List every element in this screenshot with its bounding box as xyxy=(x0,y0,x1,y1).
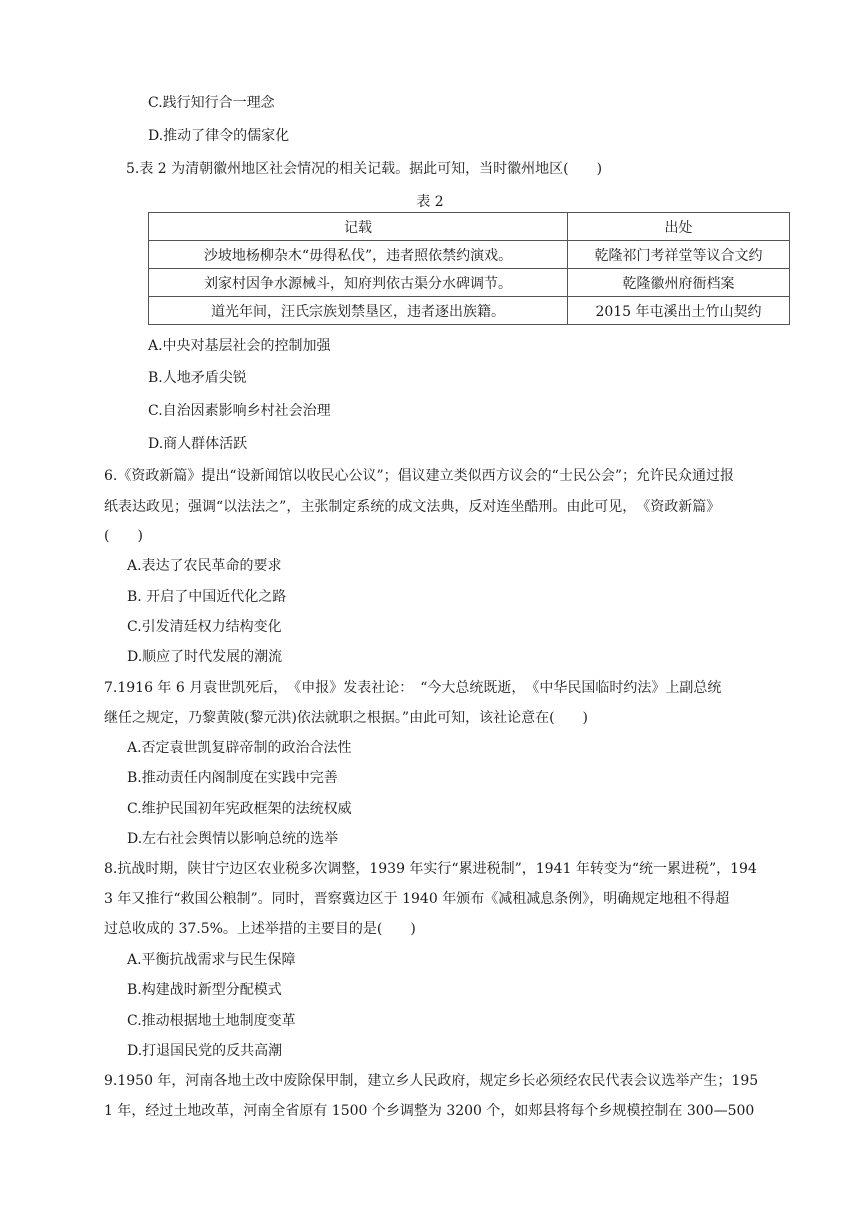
q6-option-a: A.表达了农民革命的要求 xyxy=(127,558,282,574)
table-header-source: 出处 xyxy=(568,213,790,241)
q6-stem-line-2: 纸表达政见；强调“以法法之”，主张制定系统的成文法典，反对连坐酷刑。由此可见， 《资政新篇》 xyxy=(104,499,721,515)
table-row xyxy=(149,241,790,269)
q9-stem-line-1: 9.1950 年，河南各地土改中废除保甲制，建立乡人民政府，规定乡长必须经农民代表会议选举产生；195 xyxy=(104,1073,759,1089)
table-cell-source: 乾隆徽州府衙档案 xyxy=(568,269,790,297)
q8-stem-line-1: 8.抗战时期，陕甘宁边区农业税多次调整，1939 年实行“累进税制”，1941 年转变为“统一累进税”，194 xyxy=(104,861,757,877)
q5-option-c: C.自治因素影响乡村社会治理 xyxy=(148,403,331,419)
table-cell-source: 乾隆祁门考祥堂等议合文约 xyxy=(568,241,790,269)
q5-option-a: A.中央对基层社会的控制加强 xyxy=(148,338,331,354)
q8-stem-line-2: 3 年又推行“救国公粮制”。同时，晋察冀边区于 1940 年颁布《减租减息条例》，明确规定地租不得超 xyxy=(104,891,730,907)
q5-record-table xyxy=(148,212,790,325)
q6-stem-line-3: ( ) xyxy=(104,528,143,544)
q8-stem-line-3: 过总收成的 37.5%。上述举措的主要目的是( ) xyxy=(104,921,416,937)
table-header-row xyxy=(149,213,790,241)
q7-stem-line-2: 继任之规定，乃黎黄陂(黎元洪)依法就职之根据。”由此可知，该社论意在( ) xyxy=(104,710,589,726)
table-row xyxy=(149,297,790,325)
q8-option-c: C.推动根据地土地制度变革 xyxy=(127,1013,296,1029)
q5-option-d: D.商人群体活跃 xyxy=(148,436,248,452)
q8-option-d: D.打退国民党的反共高潮 xyxy=(127,1043,283,1059)
q6-option-d: D.顺应了时代发展的潮流 xyxy=(127,649,283,665)
table-cell-record: 刘家村因争水源械斗，知府判依古渠分水碑调节。 xyxy=(149,269,568,297)
q7-option-d: D.左右社会舆情以影响总统的选举 xyxy=(127,831,339,847)
table-cell-record: 道光年间，汪氏宗族划禁垦区，违者逐出族籍。 xyxy=(149,297,568,325)
table-cell-record: 沙坡地杨柳杂木“毋得私伐”，违者照依禁约演戏。 xyxy=(149,241,568,269)
table-row xyxy=(149,269,790,297)
q4-option-c: C.践行知行合一理念 xyxy=(148,95,275,111)
q7-option-b: B.推动责任内阁制度在实践中完善 xyxy=(127,770,338,786)
q5-stem: 5.表 2 为清朝徽州地区社会情况的相关记载。据此可知，当时徽州地区( ) xyxy=(126,161,603,177)
table-header-record: 记载 xyxy=(149,213,568,241)
q7-stem-line-1: 7.1916 年 6 月袁世凯死后， 《申报》发表社论： “今大总统既逝， 《中华民国临时约法》上副总统 xyxy=(104,680,722,696)
q8-option-b: B.构建战时新型分配模式 xyxy=(127,982,282,998)
q5-option-b: B.人地矛盾尖锐 xyxy=(148,370,247,386)
q6-option-b: B. 开启了中国近代化之路 xyxy=(127,589,287,605)
q6-stem-line-1: 6.《资政新篇》提出“设新闻馆以收民心公议”；倡议建立类似西方议会的“士民公会”；允许民众通过报 xyxy=(104,468,734,484)
q9-stem-line-2: 1 年，经过土地改革，河南全省原有 1500 个乡调整为 3200 个，如郏县将每个乡规模控制在 300—500 xyxy=(104,1103,755,1119)
q6-option-c: C.引发清廷权力结构变化 xyxy=(127,619,282,635)
q4-option-d: D.推动了律令的儒家化 xyxy=(148,128,290,144)
table-cell-source: 2015 年屯溪出土竹山契约 xyxy=(568,297,790,325)
q7-option-c: C.维护民国初年宪政框架的法统权威 xyxy=(127,801,352,817)
q7-option-a: A.否定袁世凯复辟帝制的政治合法性 xyxy=(127,740,352,756)
q5-table-caption: 表 2 xyxy=(416,194,444,210)
q8-option-a: A.平衡抗战需求与民生保障 xyxy=(127,952,296,968)
